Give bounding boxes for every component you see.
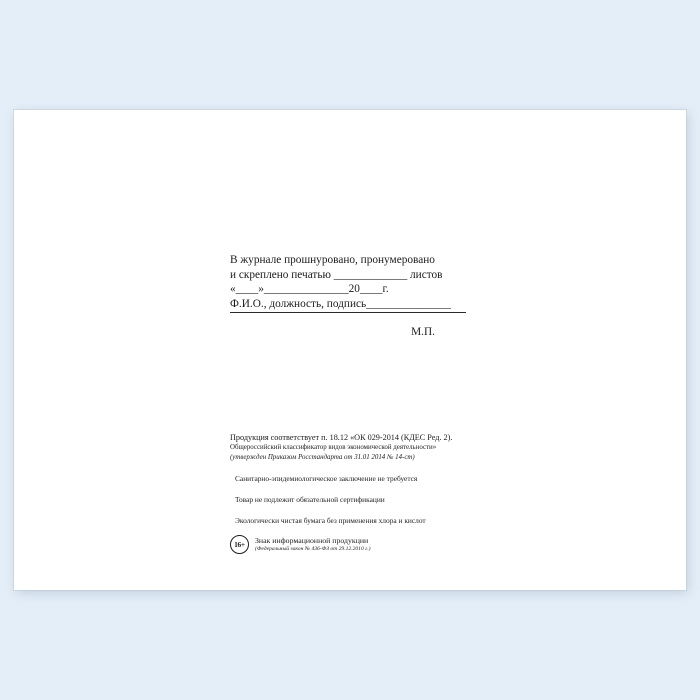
footer-spacer-1 — [230, 463, 520, 473]
footer-note-2: Товар не подлежит обязательной сертификации — [235, 495, 385, 504]
age-mark — [230, 535, 520, 554]
classifier-line-3: (утвержден Приказом Росстандарта от 31.01 2014 № 14-ст) — [230, 454, 415, 461]
footer-block — [230, 432, 520, 554]
seal-label: М.П. — [411, 326, 435, 339]
certification-line-1: В журнале прошнуровано, пронумеровано — [230, 254, 435, 266]
footer-note-1: Санитарно-эпидемиологическое заключение не требуется — [235, 474, 418, 483]
certification-line-3: «____»_______________20____г. — [230, 283, 389, 296]
document-page — [14, 110, 686, 590]
certification-line-4: Ф.И.О., должность, подпись_______________ — [230, 297, 451, 310]
certification-line-2: и скреплено печатью _____________ листов — [230, 268, 443, 281]
age-mark-subtitle: (Федеральный закон № 436-ФЗ от 29.12.2010 г.) — [255, 546, 371, 553]
footer-spacer-3 — [230, 505, 520, 515]
classifier-line-1: Продукция соответствует п. 18.12 «ОК 029-2014 (КДЕС Ред. 2). — [230, 433, 453, 442]
certification-block — [230, 253, 490, 338]
footer-spacer-2 — [230, 484, 520, 494]
classifier-line-2: Общероссийский классификатор видов экономической деятельности» — [230, 444, 437, 451]
age-mark-title: Знак информационной продукции — [255, 535, 369, 545]
age-mark-texts — [255, 536, 371, 554]
age-rating-icon: 16+ — [230, 535, 249, 554]
footer-note-3: Экологически чистая бумага без применения хлора и кислот — [235, 516, 426, 525]
signature-rule — [230, 312, 466, 313]
